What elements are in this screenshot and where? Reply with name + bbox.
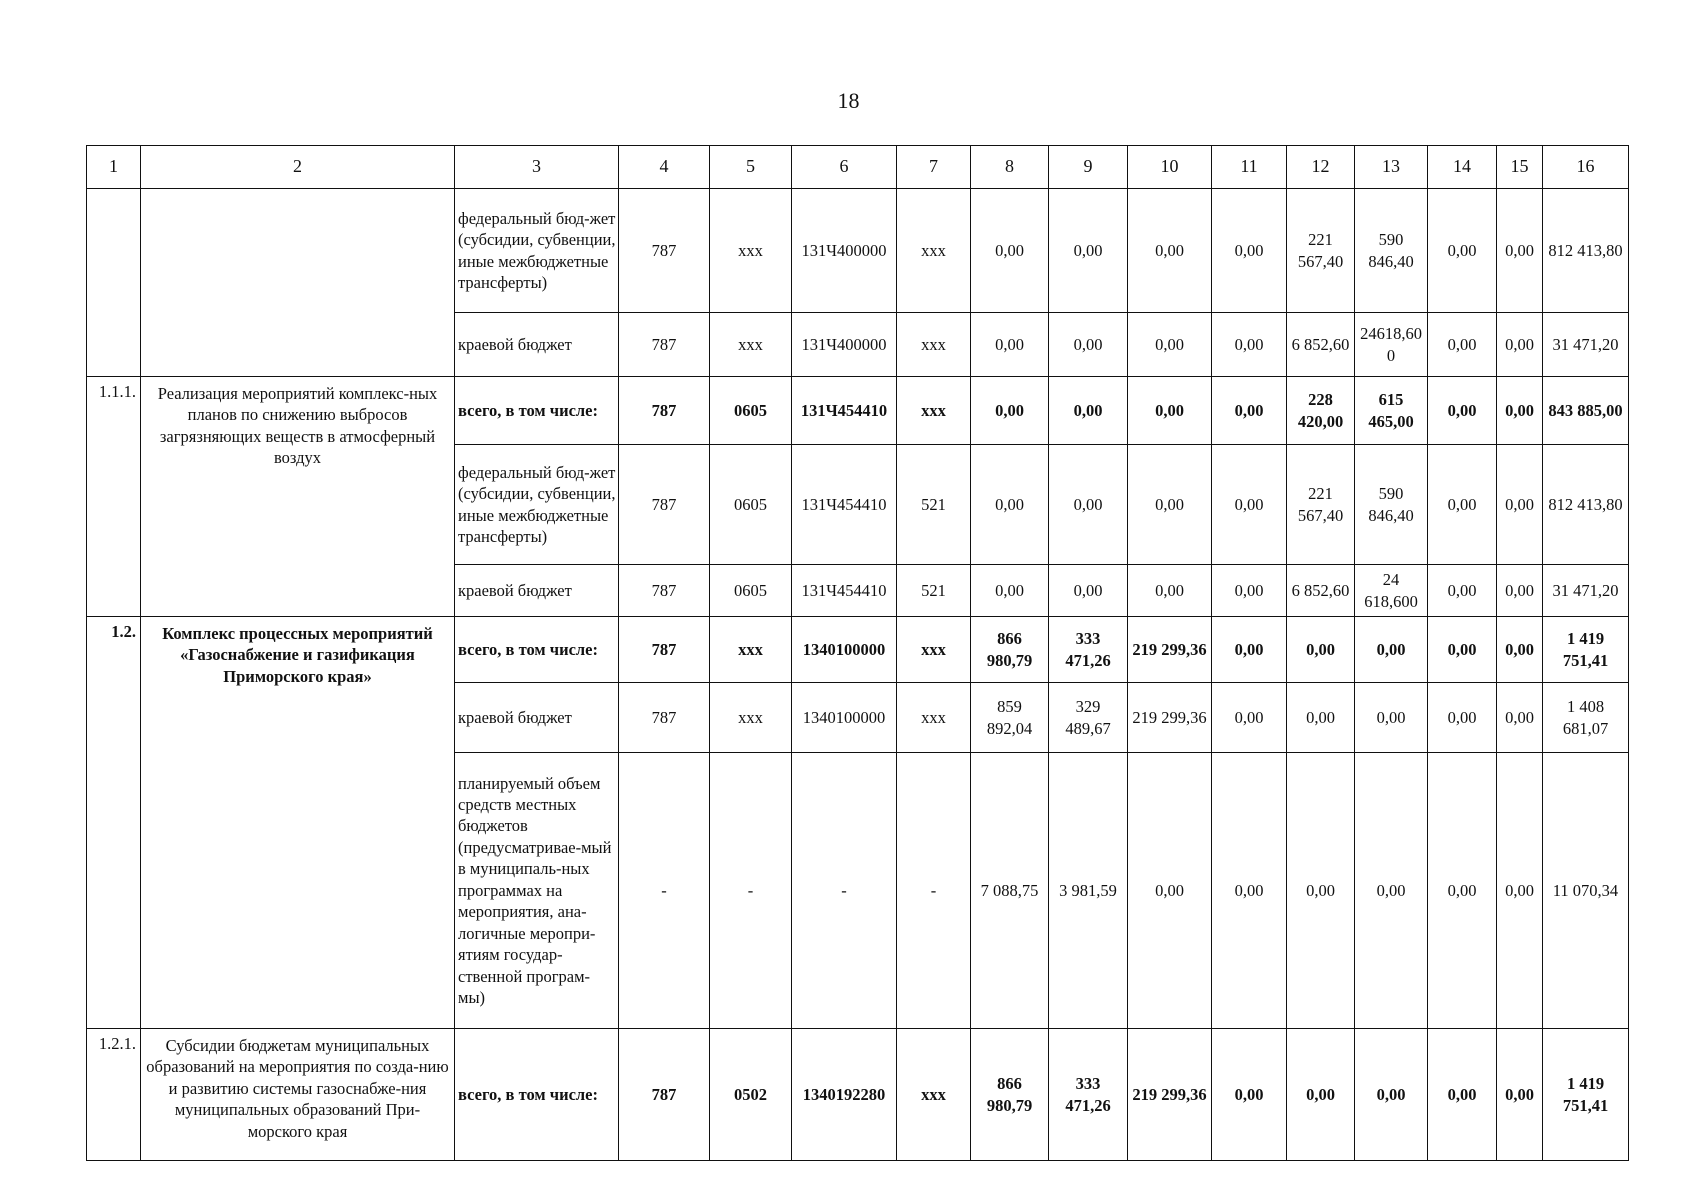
cell-col12: 0,00 — [1287, 683, 1355, 753]
cell-col6: 1340192280 — [792, 1029, 897, 1161]
cell-col12: 0,00 — [1287, 617, 1355, 683]
cell-col16: 1 419 751,41 — [1543, 1029, 1629, 1161]
cell-col5: 0605 — [710, 377, 792, 445]
cell-col16: 1 419 751,41 — [1543, 617, 1629, 683]
column-header: 3 — [455, 146, 619, 189]
cell-col9: 3 981,59 — [1049, 753, 1128, 1029]
cell-col13: 24 618,600 — [1355, 565, 1428, 617]
column-header: 13 — [1355, 146, 1428, 189]
cell-col12: 0,00 — [1287, 1029, 1355, 1161]
cell-col7: - — [897, 753, 971, 1029]
funding-source-cell: федеральный бюд-жет (субсидии, субвенции, иные межбюджетные трансферты) — [455, 189, 619, 313]
funding-source-cell: федеральный бюд-жет (субсидии, субвенции, иные межбюджетные трансферты) — [455, 445, 619, 565]
table-row — [87, 617, 1629, 683]
cell-col15: 0,00 — [1497, 753, 1543, 1029]
cell-col13: 0,00 — [1355, 617, 1428, 683]
table-row — [87, 377, 1629, 445]
cell-col14: 0,00 — [1428, 617, 1497, 683]
cell-col11: 0,00 — [1212, 445, 1287, 565]
funding-source-cell: краевой бюджет — [455, 683, 619, 753]
cell-col13: 24618,600 — [1355, 313, 1428, 377]
column-header: 15 — [1497, 146, 1543, 189]
page-number: 18 — [837, 88, 860, 113]
cell-col8: 0,00 — [971, 189, 1049, 313]
cell-col12: 6 852,60 — [1287, 565, 1355, 617]
section-number-cell: 1.2. — [87, 617, 141, 1029]
cell-col6: 131Ч454410 — [792, 565, 897, 617]
column-header: 4 — [619, 146, 710, 189]
funding-source-cell: краевой бюджет — [455, 313, 619, 377]
cell-col11: 0,00 — [1212, 189, 1287, 313]
table-row — [87, 1029, 1629, 1161]
measure-name-cell: Реализация мероприятий комплекс-ных планов по снижению выбросов загрязняющих веществ в атмосферный воздух — [141, 377, 455, 617]
column-header: 8 — [971, 146, 1049, 189]
cell-col5: ххх — [710, 617, 792, 683]
cell-col9: 0,00 — [1049, 313, 1128, 377]
cell-col10: 219 299,36 — [1128, 617, 1212, 683]
cell-col8: 0,00 — [971, 445, 1049, 565]
cell-col16: 1 408 681,07 — [1543, 683, 1629, 753]
section-number-cell: 1.2.1. — [87, 1029, 141, 1161]
cell-col4: 787 — [619, 189, 710, 313]
cell-col11: 0,00 — [1212, 565, 1287, 617]
column-header: 12 — [1287, 146, 1355, 189]
cell-col8: 0,00 — [971, 313, 1049, 377]
cell-col8: 0,00 — [971, 377, 1049, 445]
cell-col8: 0,00 — [971, 565, 1049, 617]
budget-table — [86, 145, 1629, 1161]
cell-col15: 0,00 — [1497, 565, 1543, 617]
cell-col14: 0,00 — [1428, 565, 1497, 617]
cell-col13: 0,00 — [1355, 1029, 1428, 1161]
cell-col5: 0605 — [710, 445, 792, 565]
column-header: 16 — [1543, 146, 1629, 189]
column-header: 7 — [897, 146, 971, 189]
column-number-row — [87, 146, 1629, 189]
cell-col16: 843 885,00 — [1543, 377, 1629, 445]
cell-col9: 329 489,67 — [1049, 683, 1128, 753]
cell-col15: 0,00 — [1497, 1029, 1543, 1161]
cell-col5: ххх — [710, 313, 792, 377]
cell-col14: 0,00 — [1428, 683, 1497, 753]
cell-col4: 787 — [619, 683, 710, 753]
cell-col4: 787 — [619, 1029, 710, 1161]
cell-col12: 221 567,40 — [1287, 445, 1355, 565]
cell-col10: 0,00 — [1128, 445, 1212, 565]
measure-name-cell: Субсидии бюджетам муниципальных образований на мероприятия по созда-нию и развитию системы газоснабже-ния муниципальных образований При-морского края — [141, 1029, 455, 1161]
measure-name-cell: Комплекс процессных мероприятий «Газоснабжение и газификация Приморского края» — [141, 617, 455, 1029]
section-number-cell: 1.1.1. — [87, 377, 141, 617]
cell-col16: 31 471,20 — [1543, 313, 1629, 377]
column-header: 10 — [1128, 146, 1212, 189]
cell-col16: 31 471,20 — [1543, 565, 1629, 617]
cell-col8: 859 892,04 — [971, 683, 1049, 753]
funding-source-cell: всего, в том числе: — [455, 1029, 619, 1161]
cell-col7: ххх — [897, 683, 971, 753]
cell-col15: 0,00 — [1497, 445, 1543, 565]
cell-col4: 787 — [619, 445, 710, 565]
cell-col12: 221 567,40 — [1287, 189, 1355, 313]
cell-col5: 0605 — [710, 565, 792, 617]
cell-col9: 0,00 — [1049, 189, 1128, 313]
column-header: 5 — [710, 146, 792, 189]
column-header: 9 — [1049, 146, 1128, 189]
cell-col11: 0,00 — [1212, 753, 1287, 1029]
cell-col13: 0,00 — [1355, 753, 1428, 1029]
cell-col14: 0,00 — [1428, 753, 1497, 1029]
cell-col10: 219 299,36 — [1128, 683, 1212, 753]
cell-col4: 787 — [619, 565, 710, 617]
cell-col16: 11 070,34 — [1543, 753, 1629, 1029]
cell-col4: 787 — [619, 377, 710, 445]
cell-col10: 0,00 — [1128, 313, 1212, 377]
table-row — [87, 189, 1629, 313]
cell-col14: 0,00 — [1428, 377, 1497, 445]
cell-col13: 590 846,40 — [1355, 445, 1428, 565]
cell-col11: 0,00 — [1212, 617, 1287, 683]
cell-col5: - — [710, 753, 792, 1029]
cell-col6: 131Ч454410 — [792, 445, 897, 565]
cell-col5: 0502 — [710, 1029, 792, 1161]
cell-col12: 6 852,60 — [1287, 313, 1355, 377]
cell-col8: 7 088,75 — [971, 753, 1049, 1029]
cell-col6: 1340100000 — [792, 683, 897, 753]
cell-col4: 787 — [619, 313, 710, 377]
column-header: 11 — [1212, 146, 1287, 189]
funding-source-cell: всего, в том числе: — [455, 377, 619, 445]
cell-col11: 0,00 — [1212, 683, 1287, 753]
cell-col7: ххх — [897, 189, 971, 313]
cell-col9: 0,00 — [1049, 445, 1128, 565]
cell-col14: 0,00 — [1428, 1029, 1497, 1161]
cell-col9: 0,00 — [1049, 377, 1128, 445]
cell-col6: 1340100000 — [792, 617, 897, 683]
column-header: 2 — [141, 146, 455, 189]
cell-col10: 219 299,36 — [1128, 1029, 1212, 1161]
column-header: 6 — [792, 146, 897, 189]
cell-col14: 0,00 — [1428, 445, 1497, 565]
cell-col9: 333 471,26 — [1049, 617, 1128, 683]
column-header: 1 — [87, 146, 141, 189]
cell-col13: 590 846,40 — [1355, 189, 1428, 313]
cell-col13: 615 465,00 — [1355, 377, 1428, 445]
cell-col7: ххх — [897, 617, 971, 683]
cell-col10: 0,00 — [1128, 189, 1212, 313]
cell-col5: ххх — [710, 683, 792, 753]
cell-col8: 866 980,79 — [971, 1029, 1049, 1161]
cell-col9: 333 471,26 — [1049, 1029, 1128, 1161]
cell-col5: ххх — [710, 189, 792, 313]
cell-col7: 521 — [897, 565, 971, 617]
cell-col8: 866 980,79 — [971, 617, 1049, 683]
cell-col10: 0,00 — [1128, 753, 1212, 1029]
cell-col7: ххх — [897, 377, 971, 445]
cell-col13: 0,00 — [1355, 683, 1428, 753]
cell-col11: 0,00 — [1212, 1029, 1287, 1161]
cell-col14: 0,00 — [1428, 313, 1497, 377]
funding-source-cell: планируемый объем средств местных бюджетов (предусматривае-мый в муниципаль-ных программах на мероприятия, ана-логичные меропри-ятиям государ-ственной програм-мы) — [455, 753, 619, 1029]
cell-col11: 0,00 — [1212, 313, 1287, 377]
cell-col16: 812 413,80 — [1543, 189, 1629, 313]
cell-col12: 0,00 — [1287, 753, 1355, 1029]
cell-col4: - — [619, 753, 710, 1029]
funding-source-cell: всего, в том числе: — [455, 617, 619, 683]
cell-col15: 0,00 — [1497, 683, 1543, 753]
cell-col14: 0,00 — [1428, 189, 1497, 313]
cell-col4: 787 — [619, 617, 710, 683]
cell-col15: 0,00 — [1497, 189, 1543, 313]
section-number-cell — [87, 189, 141, 377]
cell-col6: 131Ч454410 — [792, 377, 897, 445]
cell-col10: 0,00 — [1128, 377, 1212, 445]
cell-col7: 521 — [897, 445, 971, 565]
cell-col9: 0,00 — [1049, 565, 1128, 617]
cell-col6: 131Ч400000 — [792, 189, 897, 313]
cell-col12: 228 420,00 — [1287, 377, 1355, 445]
cell-col16: 812 413,80 — [1543, 445, 1629, 565]
column-header: 14 — [1428, 146, 1497, 189]
cell-col7: ххх — [897, 1029, 971, 1161]
cell-col7: ххх — [897, 313, 971, 377]
funding-source-cell: краевой бюджет — [455, 565, 619, 617]
cell-col10: 0,00 — [1128, 565, 1212, 617]
cell-col15: 0,00 — [1497, 377, 1543, 445]
cell-col6: 131Ч400000 — [792, 313, 897, 377]
cell-col6: - — [792, 753, 897, 1029]
cell-col15: 0,00 — [1497, 313, 1543, 377]
cell-col15: 0,00 — [1497, 617, 1543, 683]
cell-col11: 0,00 — [1212, 377, 1287, 445]
measure-name-cell — [141, 189, 455, 377]
